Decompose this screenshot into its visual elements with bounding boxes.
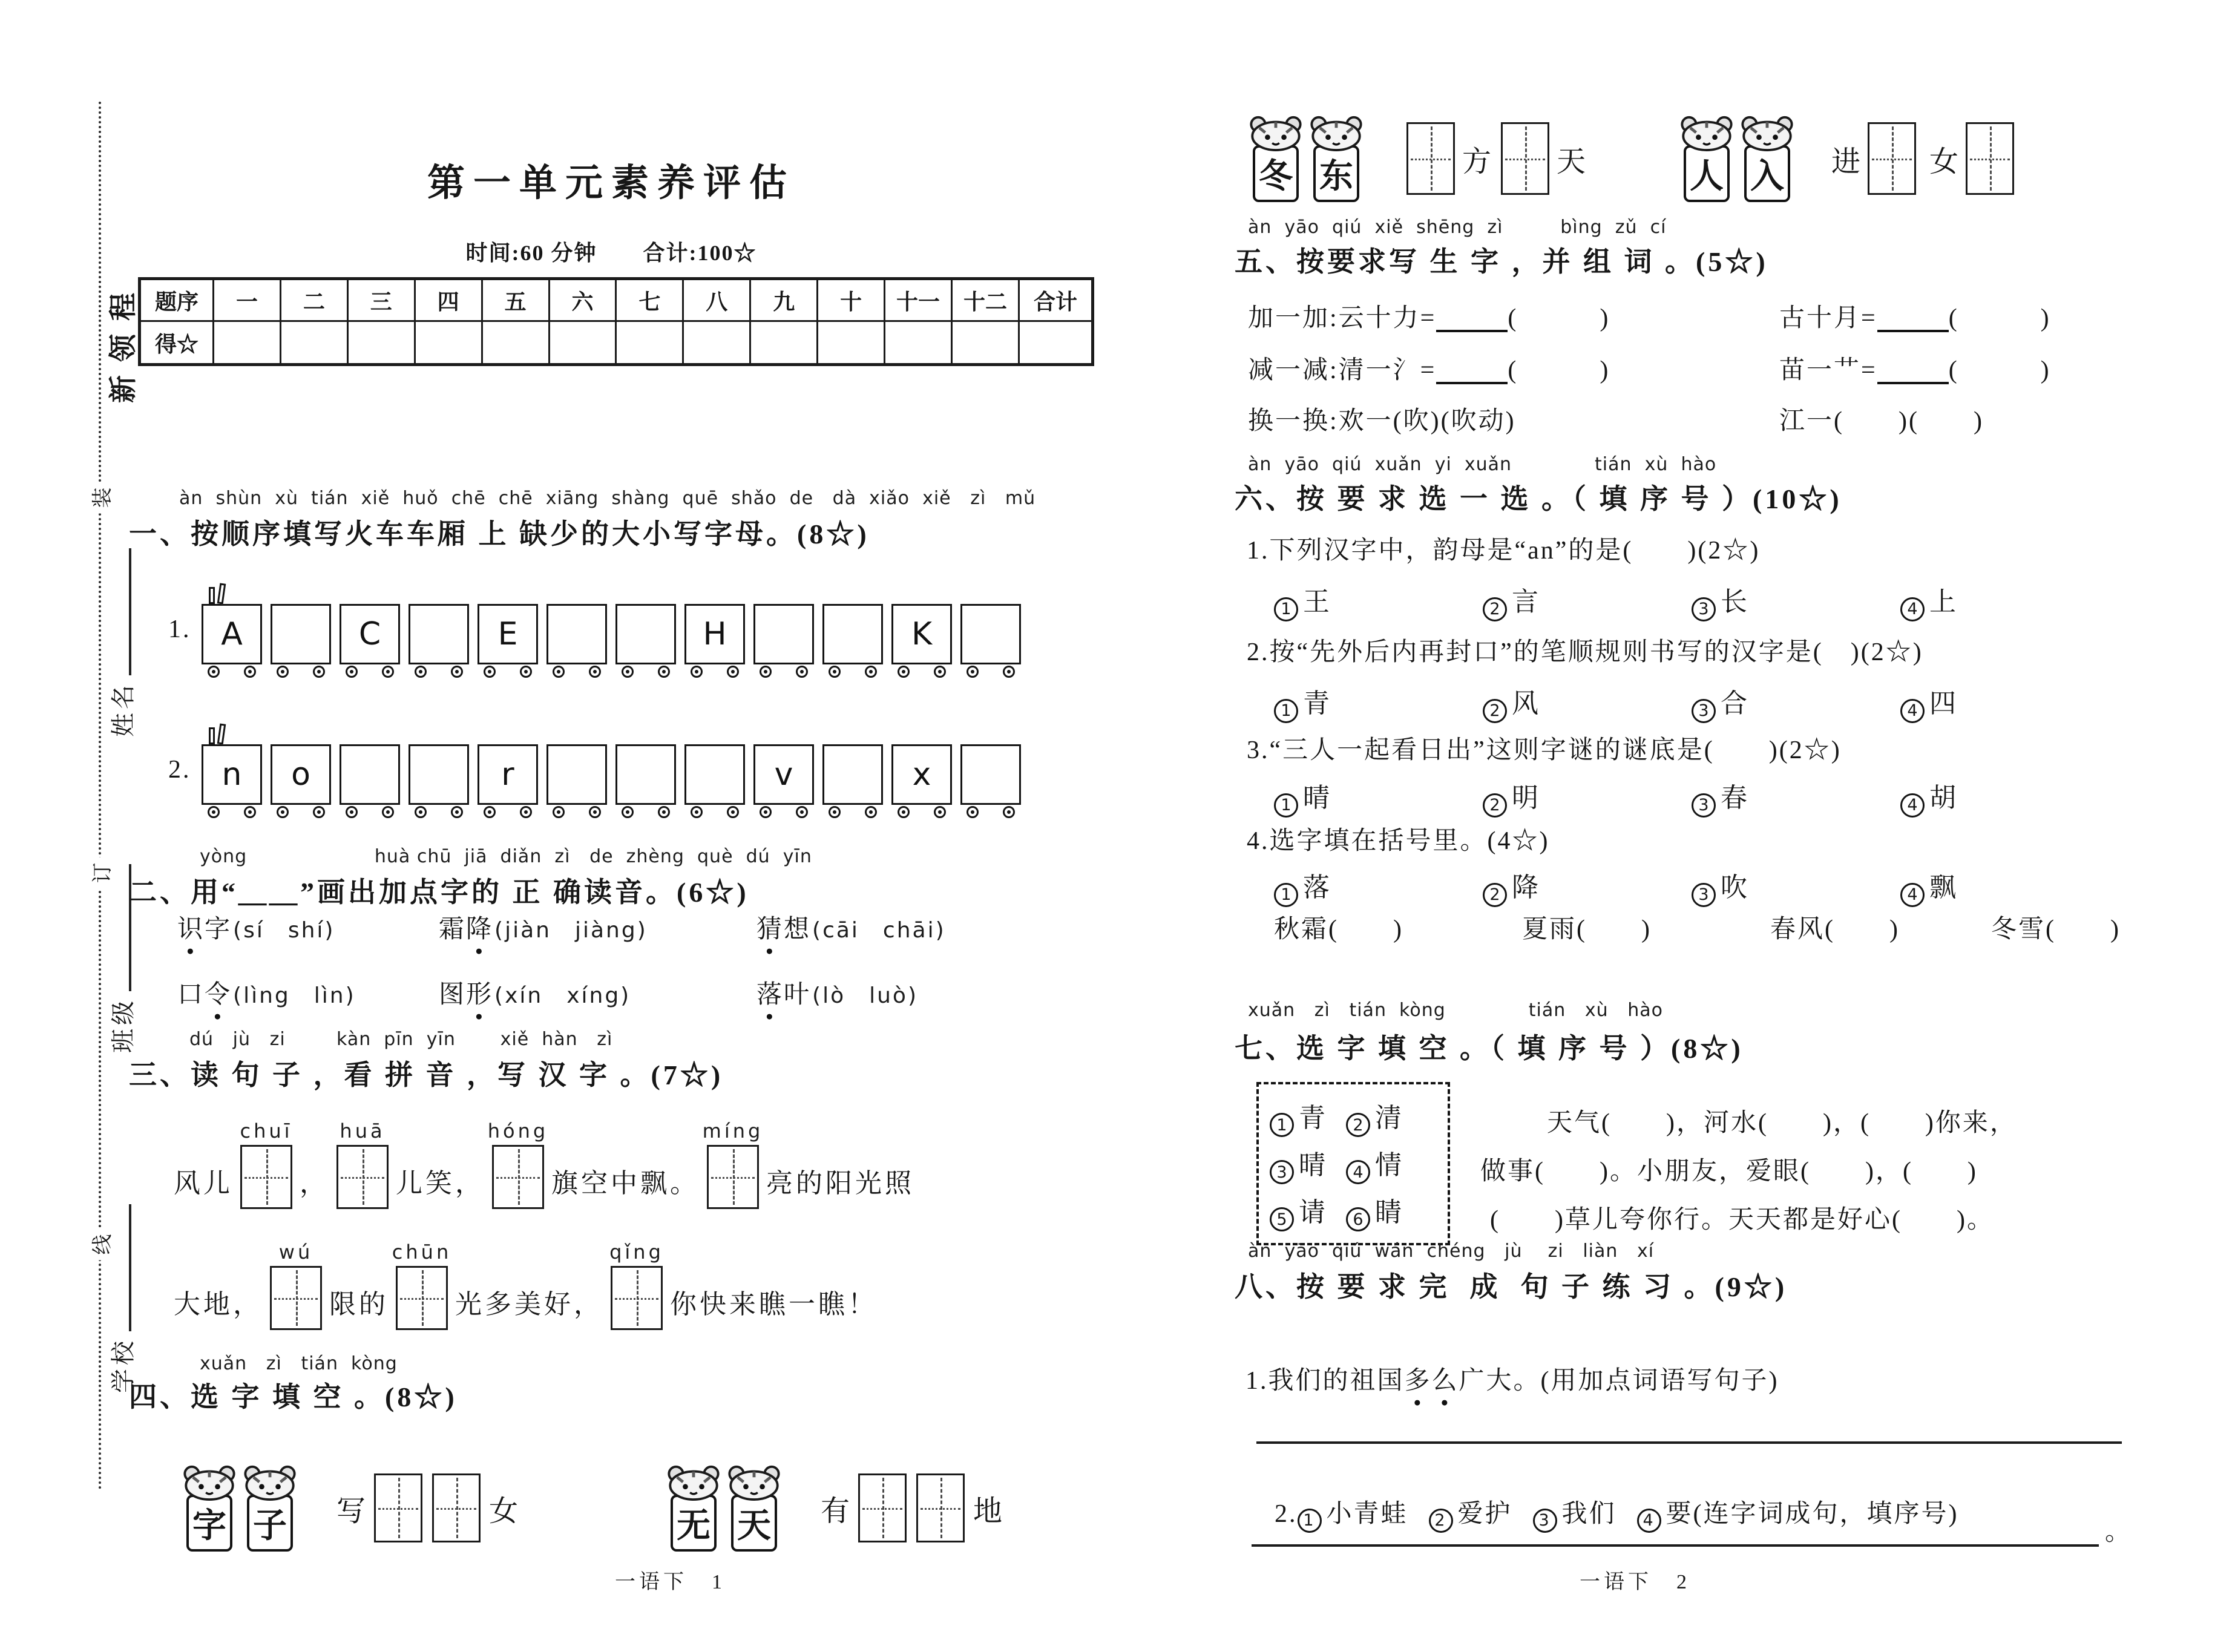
writing-box: [707, 1145, 759, 1209]
option-text: 降: [1512, 873, 1539, 902]
score-cell: [482, 321, 549, 365]
wheel-icon: [1003, 666, 1015, 678]
option: [1483, 580, 1539, 621]
writing-box-with-pinyin: wú: [270, 1266, 322, 1337]
wheel-icon: [760, 666, 772, 678]
option-text: 青: [1303, 689, 1330, 718]
tiger-card: [724, 1464, 784, 1552]
tiger-icon: [726, 1464, 783, 1501]
q5-row3-left: 换一换:欢一(吹)(吹动): [1248, 407, 1516, 435]
option: 5 请: [1270, 1190, 1325, 1232]
wheel-icon: [967, 806, 979, 818]
option-text: 飘: [1929, 873, 1957, 902]
score-header-row: [140, 279, 1093, 321]
option: [1900, 681, 1957, 723]
q5-heading: 五、按要求写 生 字 ，并 组 词 。(5☆): [1235, 246, 1768, 277]
top-fill-char: 女: [1929, 145, 1959, 178]
q2-heading: 二、用“＿＿”画出加点字的 正 确读音。(6☆): [129, 877, 749, 908]
writing-box-with-pinyin: chūn: [396, 1266, 448, 1337]
q6-blank-phrase: 夏雨( ): [1522, 916, 1652, 943]
train-car: n: [202, 744, 262, 818]
q6-blank-phrase: 冬雪( ): [1991, 916, 2121, 943]
train-car: [615, 744, 676, 818]
tiger-icon: [1678, 115, 1735, 151]
writing-box: [270, 1266, 322, 1330]
train-car: [753, 604, 814, 678]
score-header-cell: 十: [818, 279, 885, 321]
writing-box: [396, 1266, 448, 1330]
wheel-icon: [589, 666, 601, 678]
q3-heading: 三、读 句 子 ，看 拼 音 ，写 汉 字 。(7☆): [129, 1060, 724, 1090]
score-header-cell: 五: [482, 279, 549, 321]
q4-tail-char: 地: [973, 1495, 1003, 1527]
q8-heading: 八、按 要 求 完 成 句 子 练 习 。(9☆): [1235, 1271, 1788, 1302]
train-car: K: [891, 604, 952, 678]
wheel-icon: [484, 666, 496, 678]
binding-char-ding: 订: [82, 857, 119, 889]
option: [1900, 776, 1957, 818]
score-cell: [885, 321, 952, 365]
sentence-period: 。: [2105, 1518, 2133, 1546]
wheel-icon: [382, 666, 394, 678]
wheel-icon: [244, 666, 256, 678]
option: [1274, 865, 1330, 907]
q2-item: 落叶(lò luò): [756, 981, 918, 1009]
train-car: E: [478, 604, 538, 678]
train-car: [409, 604, 469, 678]
option-text: 落: [1303, 873, 1330, 902]
top-fill-char: 天: [1557, 145, 1586, 178]
train-car: C: [340, 604, 400, 678]
tiger-card-char: 东: [1313, 145, 1359, 202]
tiger-icon: [665, 1464, 722, 1501]
wheel-icon: [553, 806, 565, 818]
tiger-card: [179, 1464, 240, 1552]
wheel-icon: [484, 806, 496, 818]
writing-box: [1868, 122, 1916, 195]
top-fill-char: 进: [1831, 145, 1861, 178]
wheel-icon: [622, 806, 634, 818]
option: [1483, 865, 1539, 907]
option-number: 2: [1483, 883, 1507, 907]
score-header-cell: 三: [347, 279, 415, 321]
option-text: 长: [1721, 587, 1748, 617]
q3-sentence-2: 大地， wú 限的 chūn 光多美好， qǐng 你快来瞧一瞧！: [174, 1266, 878, 1337]
wheel-icon: [727, 666, 739, 678]
score-cell: [347, 321, 415, 365]
q1-pinyin: àn shùn xù tián xiě huǒ chē chē xiāng shàng quē shǎo de dà xiǎo xiě zì mǔ: [179, 488, 1036, 509]
wheel-icon: [658, 806, 670, 818]
wheel-icon: [760, 806, 772, 818]
binding-char-zhuang: 装: [82, 482, 119, 514]
q6-sub4-stem: 4.选字填在括号里。(4☆): [1247, 827, 1550, 855]
option-text: 春: [1721, 783, 1748, 813]
q7-choice-row: [1270, 1096, 1437, 1138]
option: 2 清: [1346, 1096, 1402, 1138]
train-car: [615, 604, 676, 678]
option-text: 四: [1929, 689, 1957, 718]
writing-box-with-pinyin: chuī: [240, 1145, 292, 1216]
wheel-icon: [277, 806, 289, 818]
wheel-icon: [796, 806, 808, 818]
option: [1274, 681, 1330, 723]
option: [1692, 776, 1748, 818]
wheel-icon: [415, 666, 427, 678]
wheel-icon: [589, 806, 601, 818]
train-car: [546, 604, 607, 678]
q7-choice-row: [1270, 1190, 1437, 1232]
wheel-icon: [313, 666, 325, 678]
train-car: [960, 604, 1021, 678]
score-cell: [683, 321, 750, 365]
train-car: [822, 604, 883, 678]
q7-pinyin: xuǎn zì tián kòng tián xù hào: [1248, 1000, 1663, 1021]
q7-heading: 七、选 字 填 空 。（ 填 序 号 ）(8☆): [1235, 1033, 1744, 1064]
tiger-card: [1737, 115, 1797, 202]
tiger-card: [1676, 115, 1737, 202]
writing-box: [240, 1145, 292, 1209]
option-number: 4: [1900, 699, 1925, 723]
q6-blank-phrase: 春风( ): [1770, 916, 1900, 943]
option-text: 王: [1303, 587, 1330, 617]
train-car: x: [891, 744, 952, 818]
binding-char-xian: 线: [82, 1229, 119, 1260]
q4-row: [179, 1464, 1002, 1552]
train-car: [684, 744, 745, 818]
score-header-cell: 七: [616, 279, 683, 321]
tiger-icon: [1308, 115, 1365, 151]
score-value-row: [140, 321, 1093, 365]
option-number: 2: [1483, 597, 1507, 621]
score-header-cell: 八: [683, 279, 750, 321]
tiger-icon: [181, 1464, 238, 1501]
option: [1483, 776, 1539, 818]
q5-row2-left: 减一减:清一氵= ( ): [1248, 356, 1610, 384]
q8-pinyin: àn yāo qiú wán chéng jù zi liàn xí: [1248, 1241, 1655, 1262]
q4-lead-char: 写: [336, 1495, 366, 1527]
score-cell: [818, 321, 885, 365]
q2-item: 猜想(cāi chāi): [756, 916, 946, 943]
q4-lead-char: 有: [821, 1495, 850, 1527]
writing-box-with-pinyin: qǐng: [611, 1266, 663, 1337]
wheel-icon: [1003, 806, 1015, 818]
wheel-icon: [451, 806, 463, 818]
answer-blank: [1436, 304, 1508, 332]
score-cell: [280, 321, 347, 365]
q2-item: 霜降(jiàn jiàng): [439, 916, 648, 943]
q8-sub2-stem: 2. 1 小青蛙 2 爱护 3 我们 4 要(连字词成句，填序号): [1242, 1464, 1959, 1562]
wheel-icon: [691, 806, 703, 818]
tiger-card: [1245, 115, 1306, 202]
wheel-icon: [691, 666, 703, 678]
q2-item: 识字(sí shí): [177, 916, 335, 943]
train-car: r: [478, 744, 538, 818]
score-cell: [1019, 321, 1093, 365]
train-chimney-icon: [208, 724, 234, 744]
answer-line: [1256, 1410, 2122, 1444]
wheel-icon: [553, 666, 565, 678]
option: [1692, 580, 1748, 621]
wheel-icon: [244, 806, 256, 818]
wheel-icon: [829, 666, 841, 678]
train1-label: 1.: [168, 615, 191, 643]
writing-box: [858, 1473, 907, 1542]
train2-label: 2.: [168, 756, 191, 784]
option-text: 上: [1929, 587, 1957, 617]
q7-choice-row: [1270, 1143, 1437, 1185]
train-car: [822, 744, 883, 818]
train-car: A: [202, 604, 262, 678]
writing-box: [432, 1473, 481, 1542]
score-cell: [750, 321, 818, 365]
wheel-icon: [898, 666, 910, 678]
tiger-card-char: 字: [186, 1495, 232, 1552]
score-cell: [214, 321, 281, 365]
q6-blank-phrase: 秋霜( ): [1274, 916, 1403, 943]
q7-fill-line: 做事( )。小朋友，爱眼( )，( ): [1480, 1158, 1978, 1185]
score-header-cell: 九: [750, 279, 818, 321]
option-number: 1: [1274, 699, 1298, 723]
q4-heading: 四、选 字 填 空 。(8☆): [129, 1382, 458, 1412]
train2: [202, 744, 1021, 818]
writing-box-with-pinyin: míng: [707, 1145, 759, 1216]
train1: [202, 604, 1021, 678]
q2-pinyin: yòng huà chū jiā diǎn zì de zhèng què dú yīn: [200, 846, 812, 867]
q6-heading: 六、按 要 求 选 一 选 。（ 填 序 号 ）(10☆): [1235, 483, 1842, 514]
tiger-icon: [241, 1464, 298, 1501]
score-header-cell: 十一: [885, 279, 952, 321]
writing-box: [1966, 122, 2014, 195]
wheel-icon: [658, 666, 670, 678]
wheel-icon: [796, 666, 808, 678]
wheel-icon: [208, 666, 220, 678]
brand-logo: 新领程: [108, 280, 139, 403]
tiger-card: [240, 1464, 300, 1552]
school-blank-line: [111, 1204, 131, 1331]
option: [1900, 865, 1957, 907]
q6-sub1-stem: 1.下列汉字中，韵母是“an”的是( )(2☆): [1247, 537, 1761, 565]
q6-pinyin: àn yāo qiú xuǎn yi xuǎn tián xù hào: [1248, 454, 1717, 475]
q3-pinyin: dú jù zi kàn pīn yīn xiě hàn zì: [189, 1029, 613, 1050]
wheel-icon: [382, 806, 394, 818]
option-number: 2: [1483, 793, 1507, 818]
writing-box-with-pinyin: huā: [336, 1145, 389, 1216]
wheel-icon: [520, 806, 532, 818]
q8-sub1-stem: 1.我们的祖国多么广大。(用加点词语写句子): [1245, 1367, 1779, 1395]
tiger-card-char: 人: [1684, 145, 1730, 202]
tiger-card: [1306, 115, 1367, 202]
option-text: 吹: [1721, 873, 1748, 902]
writing-box: [336, 1145, 389, 1209]
answer-blank: [1877, 356, 1949, 384]
q4-pinyin: xuǎn zì tián kòng: [200, 1353, 398, 1374]
answer-blank: [1877, 304, 1949, 332]
train-car: [271, 604, 331, 678]
q3-sentence-1: 风儿 chuī ， huā 儿笑， hóng 旗空中飘。 míng 亮的阳光照: [174, 1145, 914, 1216]
wheel-icon: [829, 806, 841, 818]
q4-continued-row: [1245, 115, 2014, 202]
train-car: o: [271, 744, 331, 818]
q5-row1-left: 加一加:云十力= ( ): [1248, 304, 1610, 332]
option: [1274, 776, 1330, 818]
wheel-icon: [898, 806, 910, 818]
q5-row3-right: 江一( )( ): [1779, 407, 1984, 435]
option: 1 青: [1270, 1096, 1325, 1138]
option-text: 言: [1512, 587, 1539, 617]
score-header-cell: 合计: [1019, 279, 1093, 321]
option-text: 明: [1512, 783, 1539, 813]
tiger-icon: [1739, 115, 1796, 151]
option: [1900, 580, 1957, 621]
score-cell: [616, 321, 683, 365]
wheel-icon: [727, 806, 739, 818]
score-header-cell: 十二: [951, 279, 1019, 321]
train-car: [340, 744, 400, 818]
wheel-icon: [415, 806, 427, 818]
score-cell: [951, 321, 1019, 365]
writing-box: [492, 1145, 544, 1209]
wheel-icon: [313, 806, 325, 818]
option-text: 合: [1721, 689, 1748, 718]
tiger-card: [663, 1464, 724, 1552]
writing-box: [374, 1473, 422, 1542]
q2-item: 口令(lìng lìn): [177, 981, 356, 1009]
wheel-icon: [622, 666, 634, 678]
option-text: 晴: [1303, 783, 1330, 813]
option-text: 胡: [1929, 783, 1957, 813]
option-number: 3: [1692, 699, 1716, 723]
score-cell: [549, 321, 616, 365]
score-row-label: 得☆: [140, 321, 214, 365]
q7-fill-line: ( )草儿夸你行。天天都是好心( )。: [1490, 1206, 1994, 1234]
score-header-cell: 六: [549, 279, 616, 321]
tiger-card-char: 无: [671, 1495, 717, 1552]
score-cell: [415, 321, 482, 365]
tiger-icon: [1247, 115, 1304, 151]
train-car: H: [684, 604, 745, 678]
option: 6 睛: [1346, 1190, 1402, 1232]
option: 4 情: [1346, 1143, 1402, 1185]
page-title: 第一单元素养评估: [427, 163, 795, 204]
wheel-icon: [277, 666, 289, 678]
emphasized-words: 多么: [1404, 1367, 1459, 1395]
train-car: v: [753, 744, 814, 818]
score-header-cell: 一: [214, 279, 281, 321]
name-field-label: 姓名: [109, 681, 137, 737]
option-number: 4: [1900, 793, 1925, 818]
option-number: 1: [1274, 793, 1298, 818]
q7-fill-line: 天气( )，河水( )，( )你来，: [1547, 1109, 2017, 1137]
wheel-icon: [346, 806, 358, 818]
train-car: [409, 744, 469, 818]
option: [1483, 681, 1539, 723]
wheel-icon: [967, 666, 979, 678]
option-number: 1: [1274, 883, 1298, 907]
page2-footer: 一语下 2: [1580, 1571, 1690, 1593]
score-header-cell: 四: [415, 279, 482, 321]
top-fill-char: 方: [1462, 145, 1492, 178]
q2-item: 图形(xín xíng): [439, 981, 631, 1009]
q1-heading: 一、按顺序填写火车车厢 上 缺少的大小写字母。(8☆): [129, 519, 870, 549]
q5-row1-right: 古十月= ( ): [1779, 304, 2051, 332]
page1-footer: 一语下 1: [615, 1571, 726, 1593]
q6-sub3-stem: 3.“三人一起看日出”这则字谜的谜底是( )(2☆): [1247, 736, 1842, 764]
writing-box-with-pinyin: hóng: [492, 1145, 544, 1216]
option: [1274, 580, 1330, 621]
tiger-card-char: 冬: [1253, 145, 1299, 202]
score-header-cell: 二: [280, 279, 347, 321]
option-number: 1: [1274, 597, 1298, 621]
writing-box: [611, 1266, 663, 1330]
option-number: 3: [1692, 597, 1716, 621]
option-number: 2: [1483, 699, 1507, 723]
name-blank-line: [111, 548, 131, 675]
writing-box: [1501, 122, 1549, 195]
score-header-cell: 题序: [140, 279, 214, 321]
wheel-icon: [346, 666, 358, 678]
train-car: [546, 744, 607, 818]
school-field-label: 学校: [109, 1337, 137, 1393]
option: [1692, 865, 1748, 907]
tiger-card-char: 入: [1744, 145, 1790, 202]
score-table: [138, 277, 1094, 366]
option-number: 4: [1900, 597, 1925, 621]
q6-sub2-stem: 2.按“先外后内再封口”的笔顺规则书写的汉字是( )(2☆): [1247, 638, 1923, 666]
writing-box: [916, 1473, 965, 1542]
writing-box: [1406, 122, 1455, 195]
train-chimney-icon: [208, 583, 234, 604]
answer-line: [1252, 1513, 2099, 1547]
wheel-icon: [451, 666, 463, 678]
tiger-card-char: 天: [731, 1495, 777, 1552]
option: [1692, 681, 1748, 723]
q7-choice-box: [1256, 1082, 1450, 1245]
exam-meta: 时间:60 分钟 合计:100☆: [465, 241, 757, 265]
tiger-card-char: 子: [247, 1495, 293, 1552]
wheel-icon: [934, 666, 946, 678]
wheel-icon: [865, 806, 877, 818]
answer-blank: [1436, 356, 1508, 384]
q5-row2-right: 苗一艹= ( ): [1779, 356, 2051, 384]
option-number: 4: [1900, 883, 1925, 907]
wheel-icon: [520, 666, 532, 678]
q4-tail-char: 女: [489, 1495, 519, 1527]
class-field-label: 班级: [109, 997, 137, 1053]
wheel-icon: [208, 806, 220, 818]
train-car: [960, 744, 1021, 818]
option-number: 3: [1692, 883, 1716, 907]
q5-pinyin: àn yāo qiú xiě shēng zì bìng zǔ cí: [1248, 217, 1667, 238]
option-text: 风: [1512, 689, 1539, 718]
wheel-icon: [934, 806, 946, 818]
option-number: 3: [1692, 793, 1716, 818]
wheel-icon: [865, 666, 877, 678]
option: 3 晴: [1270, 1143, 1325, 1185]
